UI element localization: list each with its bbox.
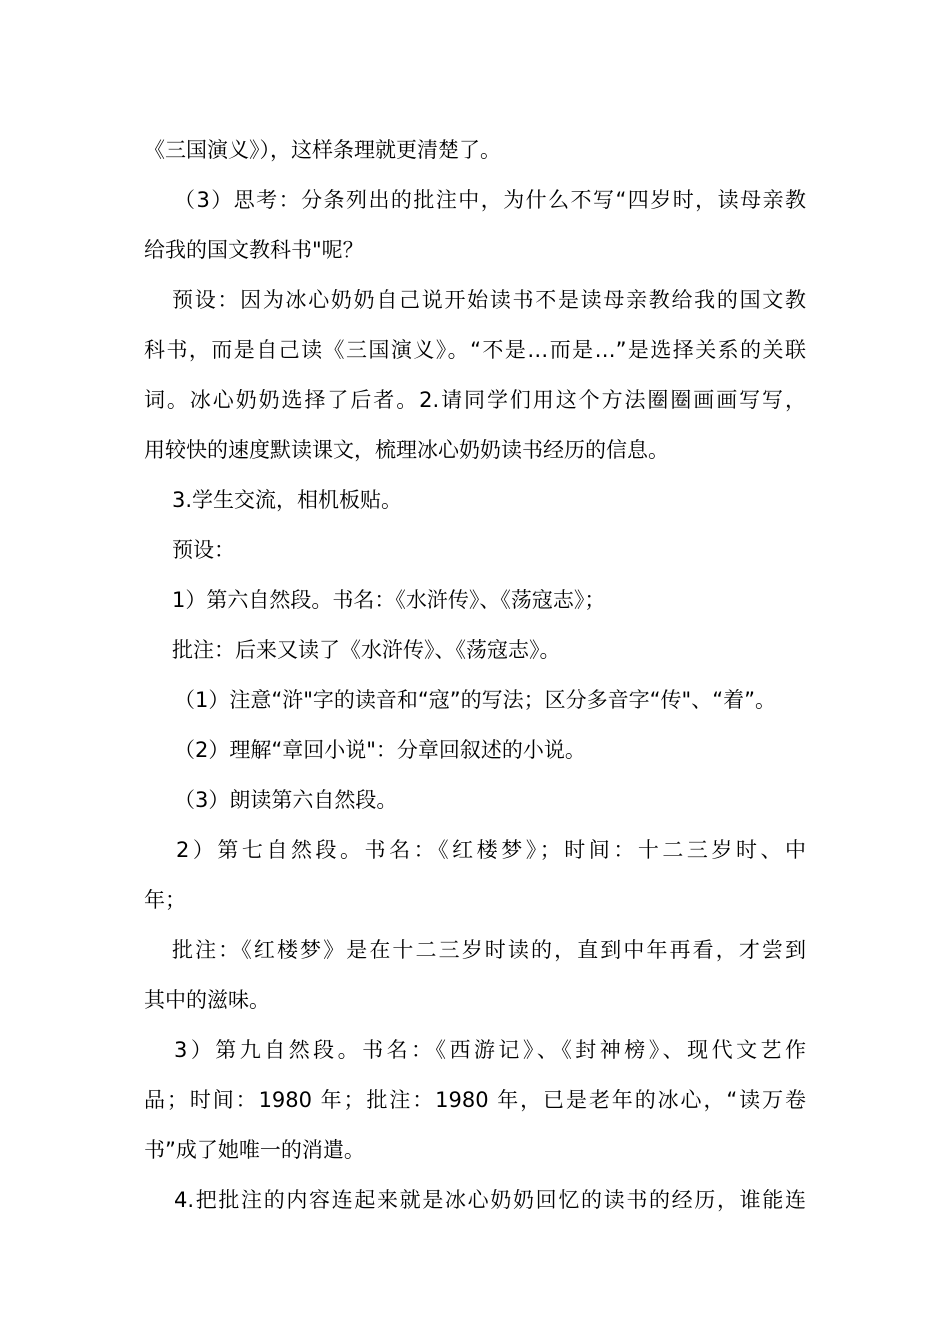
- text-line: （1）注意“浒"字的读音和“寇”的写法；区分多音字“传"、“着”。: [174, 688, 776, 712]
- text-line: 3）第九自然段。书名：《西游记》、《封神榜》、现代文艺作: [174, 1038, 806, 1062]
- text-line: 科书，而是自己读《三国演义》。“不是…而是…”是选择关系的关联: [144, 338, 806, 362]
- text-line: 批注：后来又读了《水浒传》、《荡寇志》。: [172, 638, 561, 662]
- text-line: 用较快的速度默读课文，梳理冰心奶奶读书经历的信息。: [144, 438, 669, 462]
- text-line: （2）理解“章回小说"：分章回叙述的小说。: [174, 738, 586, 762]
- text-line: 2）第七自然段。书名：《红楼梦》；时间：十二三岁时、中: [176, 838, 806, 862]
- text-line: 《三国演义》），这样条理就更清楚了。: [144, 138, 501, 162]
- text-line: 品；时间：1980 年；批注：1980 年，已是老年的冰心，“读万卷: [144, 1088, 806, 1112]
- text-line: （3）朗读第六自然段。: [174, 788, 398, 812]
- text-line: （3）思考：分条列出的批注中，为什么不写“四岁时，读母亲教: [174, 188, 806, 212]
- text-line: 4.把批注的内容连起来就是冰心奶奶回忆的读书的经历，谁能连: [174, 1188, 806, 1212]
- text-line: 预设：因为冰心奶奶自己说开始读书不是读母亲教给我的国文教: [172, 288, 806, 312]
- text-line: 批注：《红楼梦》是在十二三岁时读的，直到中年再看，才尝到: [172, 938, 806, 962]
- text-line: 预设：: [172, 538, 235, 562]
- text-line: 书”成了她唯一的消遣。: [144, 1138, 365, 1162]
- text-line: 其中的滋味。: [144, 988, 270, 1012]
- text-line: 1）第六自然段。书名：《水浒传》、《荡寇志》；: [172, 588, 606, 612]
- text-line: 给我的国文教科书"呢？: [144, 238, 364, 262]
- text-line: 年；: [144, 888, 186, 912]
- text-line: 3.学生交流，相机板贴。: [172, 488, 403, 512]
- text-line: 词。冰心奶奶选择了后者。2.请同学们用这个方法圈圈画画写写，: [144, 388, 806, 412]
